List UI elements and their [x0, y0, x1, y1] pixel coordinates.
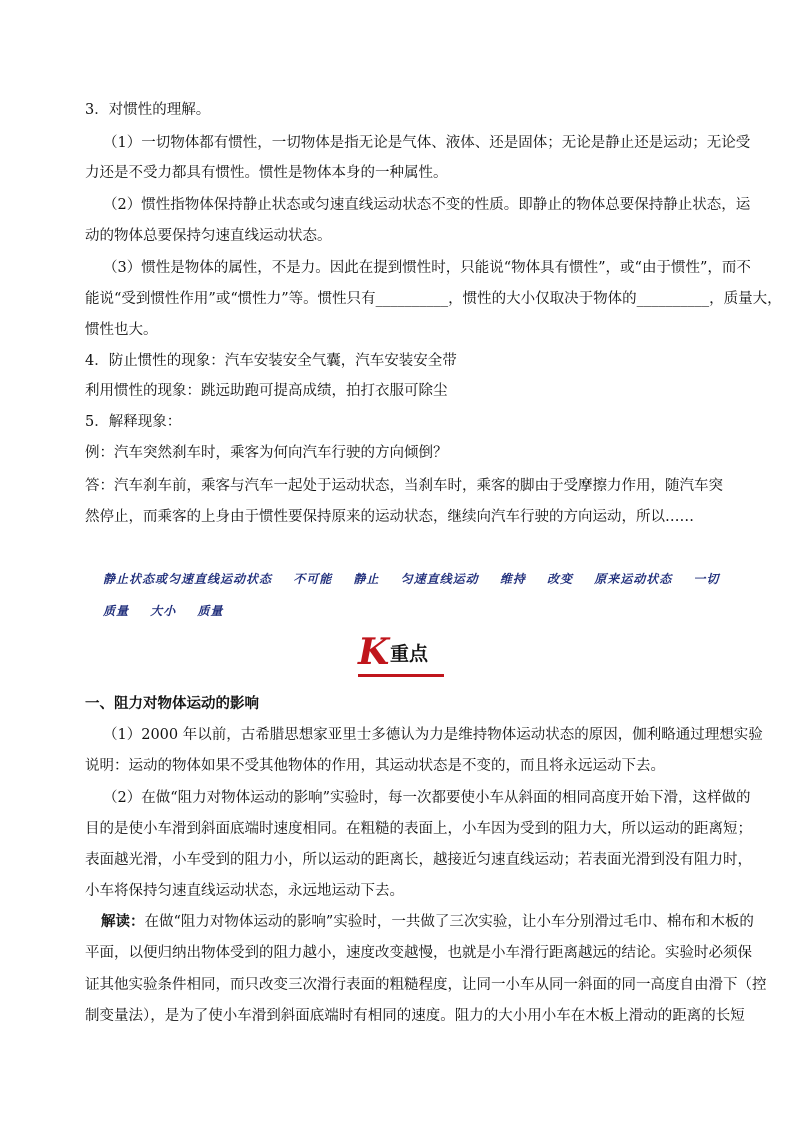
answer-key-item: 不可能 [293, 572, 333, 586]
answer-key-item: 改变 [547, 572, 574, 586]
section5-answer-line1: 答：汽车刹车前，乘客与汽车一起处于运动状态，当刹车时，乘客的脚由于受摩擦力作用，随汽车突 [85, 478, 723, 494]
section3-p3-line2: 能说“受到惯性作用”或“惯性力”等。惯性只有__________，惯性的大小仅取决于物体的__________，质量大， [85, 291, 782, 307]
section5-example: 例：汽车突然刹车时，乘客为何向汽车行驶的方向倾倒？ [85, 445, 448, 461]
key-p3-line2: 平面，以便归纳出物体受到的阻力越小，速度改变越慢，也就是小车滑行距离越远的结论。实验时必须保 [85, 945, 752, 961]
section3-title: 3．对惯性的理解。 [85, 102, 211, 118]
answer-key-item: 质量 [103, 604, 130, 618]
section5-answer-line2: 然停止，而乘客的上身由于惯性要保持原来的运动状态，继续向汽车行驶的方向运动，所以…… [85, 509, 694, 525]
answer-key-item: 一切 [693, 572, 720, 586]
section3-p3-line1: （3）惯性是物体的属性，不是力。因此在提到惯性时，只能说“物体具有惯性”，或“由于惯性”，而不 [103, 260, 751, 276]
section4-line1: 4．防止惯性的现象：汽车安装安全气囊，汽车安装安全带 [85, 353, 457, 369]
section3-p2-line1: （2）惯性指物体保持静止状态或匀速直线运动状态不变的性质。即静止的物体总要保持静止状态，运 [103, 197, 751, 213]
answer-key-item: 大小 [150, 604, 177, 618]
heading-underline [358, 674, 444, 677]
key-p2-line4: 小车将保持匀速直线运动状态，永远地运动下去。 [85, 883, 404, 899]
key-section-title: 一、阻力对物体运动的影响 [85, 696, 259, 712]
answer-key-item: 静止 [353, 572, 380, 586]
key-p3-line3: 证其他实验条件相同，而只改变三次滑行表面的粗糙程度，让同一小车从同一斜面的同一高度自由滑下（控 [85, 977, 767, 993]
section3-p2-line2: 动的物体总要保持匀速直线运动状态。 [85, 228, 332, 244]
key-letter-logo: K [358, 631, 390, 673]
answer-key-item: 静止状态或匀速直线运动状态 [103, 572, 273, 586]
key-p3-line4: 制变量法），是为了使小车滑到斜面底端时有相同的速度。阻力的大小用小车在木板上滑动的距离的长短 [85, 1008, 745, 1024]
section3-p3-line3: 惯性也大。 [85, 322, 158, 338]
interpretation-label: 解读： [101, 913, 145, 930]
section3-p1-line1: （1）一切物体都有惯性，一切物体是指无论是气体、液体、还是固体；无论是静止还是运动；无论受 [103, 135, 751, 151]
key-p3-line1 [101, 912, 754, 932]
key-p3-line1-text: 在做“阻力对物体运动的影响”实验时，一共做了三次实验，让小车分别滑过毛巾、棉布和木板的 [144, 914, 754, 930]
answer-key-item: 匀速直线运动 [400, 572, 479, 586]
answer-key-row1 [103, 570, 735, 587]
key-p1-line2: 说明：运动的物体如果不受其他物体的作用，其运动状态是不变的，而且将永远运动下去。 [85, 758, 665, 774]
key-heading-text: 重点 [390, 643, 429, 665]
key-p2-line3: 表面越光滑，小车受到的阻力小，所以运动的距离长，越接近匀速直线运动；若表面光滑到没有阻力时， [85, 852, 752, 868]
section5-title: 5．解释现象： [85, 414, 182, 430]
section3-p1-line2: 力还是不受力都具有惯性。惯性是物体本身的一种属性。 [85, 165, 448, 181]
answer-key-item: 质量 [197, 604, 224, 618]
section4-line2: 利用惯性的现象：跳远助跑可提高成绩，拍打衣服可除尘 [85, 383, 448, 399]
answer-key-item: 原来运动状态 [594, 572, 673, 586]
key-p2-line1: （2）在做“阻力对物体运动的影响”实验时，每一次都要使小车从斜面的相同高度开始下滑，这样做的 [103, 790, 751, 806]
answer-key-row2 [103, 602, 239, 619]
answer-key-item: 维持 [499, 572, 526, 586]
key-p1-line1: （1）2000 年以前，古希腊思想家亚里士多德认为力是维持物体运动状态的原因，伽利略通过理想实验 [103, 727, 763, 743]
key-points-heading [358, 632, 444, 676]
key-p2-line2: 目的是使小车滑到斜面底端时速度相同。在粗糙的表面上，小车因为受到的阻力大，所以运动的距离短； [85, 821, 752, 837]
